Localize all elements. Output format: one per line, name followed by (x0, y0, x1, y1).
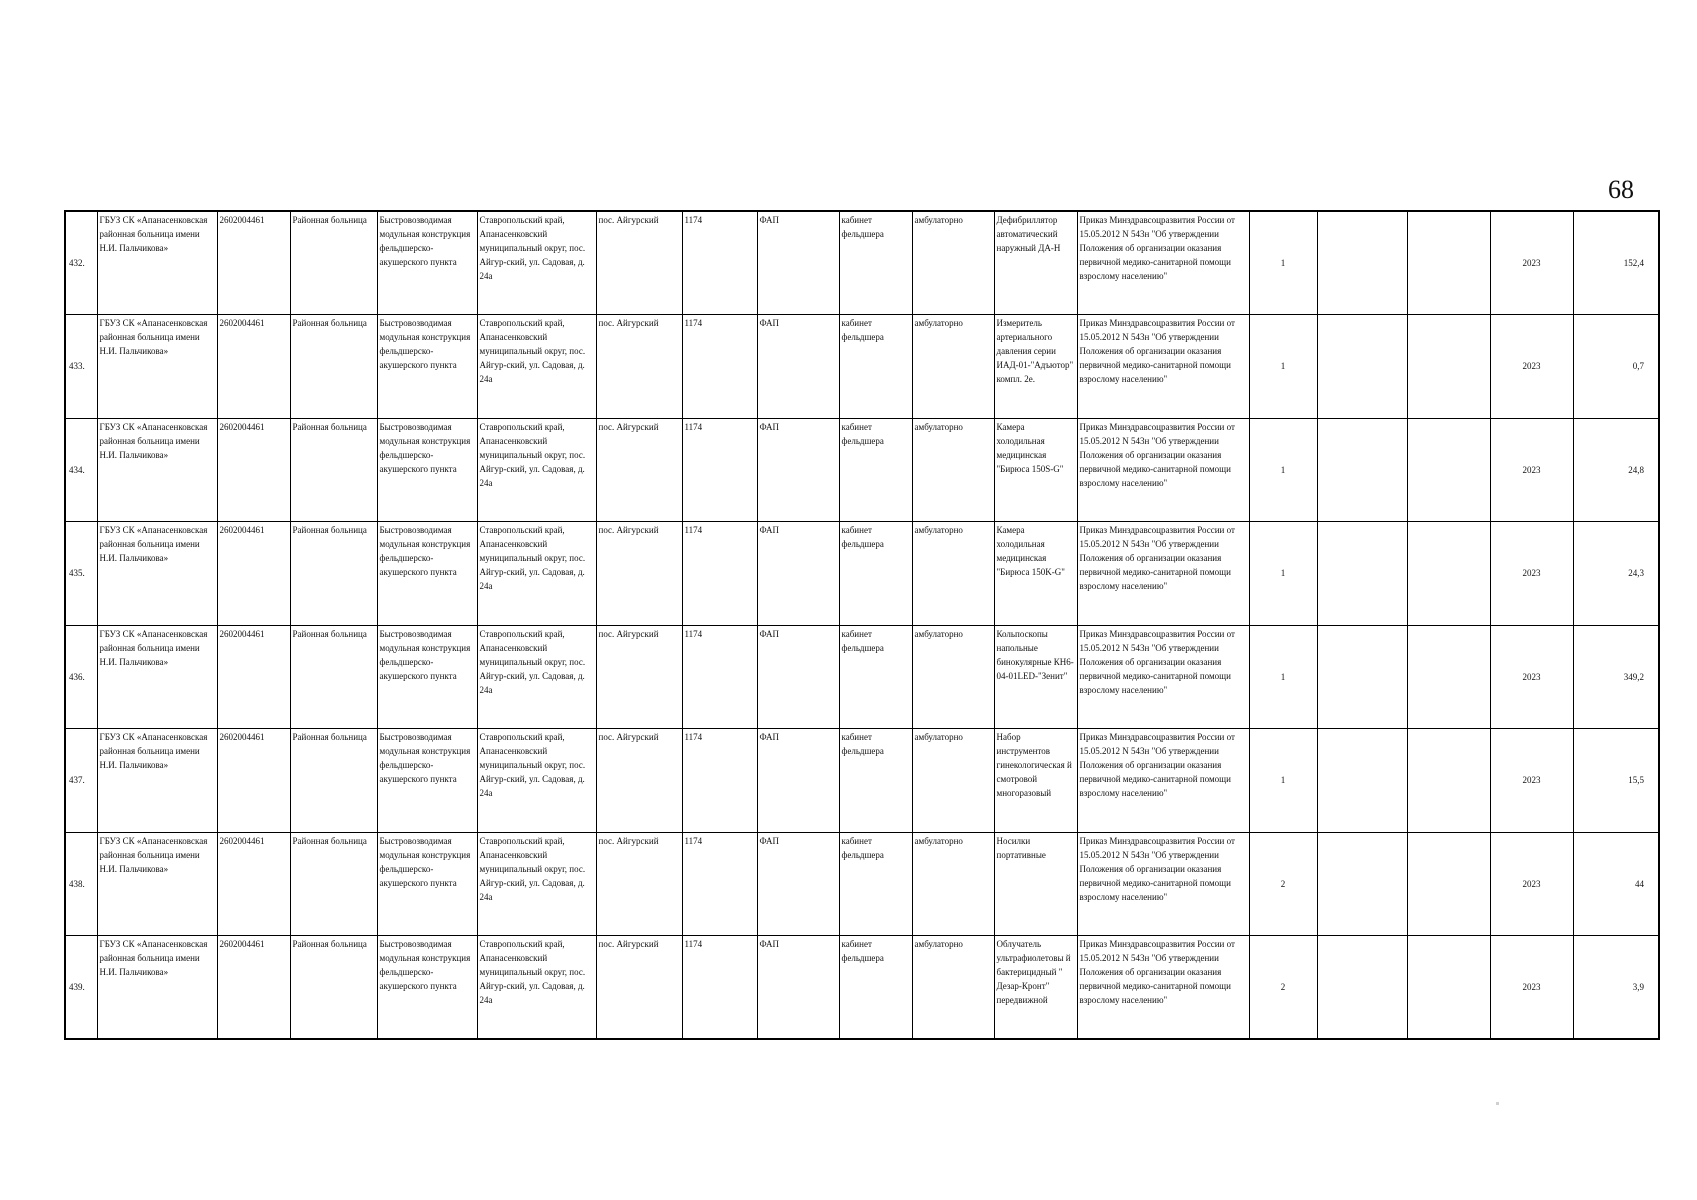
institution-type-cell: Районная больница (290, 211, 377, 315)
room-cell: кабинет фельдшера (839, 522, 912, 626)
equipment-cell: Дефибриллятор автоматический наружный ДА-Н (994, 211, 1077, 315)
population-cell: 1174 (682, 832, 757, 936)
empty-cell (1317, 936, 1407, 1040)
sum-cell: 3,9 (1573, 936, 1659, 1040)
address-cell: Ставропольский край, Апанасенковский муниципальный округ, пос. Айгур-ский, ул. Садовая, д. 24а (477, 625, 596, 729)
empty-cell (1407, 211, 1490, 315)
empty-cell (1317, 522, 1407, 626)
sum-cell: 44 (1573, 832, 1659, 936)
table-row (65, 418, 1659, 522)
inn-cell: 2602004461 (217, 522, 290, 626)
unit-cell: ФАП (757, 729, 839, 833)
quantity-cell: 1 (1249, 315, 1317, 419)
equipment-cell: Набор инструментов гинекологическая й смотровой многоразовый (994, 729, 1077, 833)
order-cell: Приказ Минздравсоцразвития России от 15.05.2012 N 543н "Об утверждении Положения об организации оказания первичной медико-санитарной помощи взрослому населению" (1077, 522, 1249, 626)
organization-cell: ГБУЗ СК «Апанасенковская районная больница имени Н.И. Пальчикова» (97, 211, 217, 315)
equipment-cell: Облучатель ультрафиолетовы й бактерицидный " Дезар-Кронт" передвижной (994, 936, 1077, 1040)
settlement-cell: пос. Айгурский (596, 729, 682, 833)
mode-cell: амбулаторно (912, 211, 994, 315)
settlement-cell: пос. Айгурский (596, 936, 682, 1040)
mode-cell: амбулаторно (912, 625, 994, 729)
settlement-cell: пос. Айгурский (596, 418, 682, 522)
equipment-cell: Камера холодильная медицинская "Бирюса 150K-G" (994, 522, 1077, 626)
settlement-cell: пос. Айгурский (596, 832, 682, 936)
address-cell: Ставропольский край, Апанасенковский муниципальный округ, пос. Айгур-ский, ул. Садовая, д. 24а (477, 729, 596, 833)
table-row (65, 315, 1659, 419)
year-cell: 2023 (1490, 315, 1573, 419)
organization-cell: ГБУЗ СК «Апанасенковская районная больница имени Н.И. Пальчикова» (97, 625, 217, 729)
inn-cell: 2602004461 (217, 936, 290, 1040)
institution-type-cell: Районная больница (290, 832, 377, 936)
room-cell: кабинет фельдшера (839, 418, 912, 522)
table-row (65, 211, 1659, 315)
mode-cell: амбулаторно (912, 729, 994, 833)
room-cell: кабинет фельдшера (839, 625, 912, 729)
year-cell: 2023 (1490, 729, 1573, 833)
object-cell: Быстровозводимая модульная конструкция фельдшерско-акушерского пункта (377, 936, 477, 1040)
object-cell: Быстровозводимая модульная конструкция фельдшерско-акушерского пункта (377, 418, 477, 522)
object-cell: Быстровозводимая модульная конструкция фельдшерско-акушерского пункта (377, 729, 477, 833)
sum-cell: 349,2 (1573, 625, 1659, 729)
mode-cell: амбулаторно (912, 315, 994, 419)
settlement-cell: пос. Айгурский (596, 315, 682, 419)
inn-cell: 2602004461 (217, 832, 290, 936)
empty-cell (1317, 315, 1407, 419)
population-cell: 1174 (682, 315, 757, 419)
unit-cell: ФАП (757, 418, 839, 522)
object-cell: Быстровозводимая модульная конструкция фельдшерско-акушерского пункта (377, 315, 477, 419)
inn-cell: 2602004461 (217, 729, 290, 833)
unit-cell: ФАП (757, 211, 839, 315)
year-cell: 2023 (1490, 418, 1573, 522)
order-cell: Приказ Минздравсоцразвития России от 15.05.2012 N 543н "Об утверждении Положения об организации оказания первичной медико-санитарной помощи взрослому населению" (1077, 315, 1249, 419)
room-cell: кабинет фельдшера (839, 936, 912, 1040)
address-cell: Ставропольский край, Апанасенковский муниципальный округ, пос. Айгур-ский, ул. Садовая, д. 24а (477, 211, 596, 315)
institution-type-cell: Районная больница (290, 522, 377, 626)
row-number: 438. (65, 832, 97, 936)
quantity-cell: 1 (1249, 522, 1317, 626)
row-number: 436. (65, 625, 97, 729)
inn-cell: 2602004461 (217, 211, 290, 315)
empty-cell (1407, 522, 1490, 626)
address-cell: Ставропольский край, Апанасенковский муниципальный округ, пос. Айгур-ский, ул. Садовая, д. 24а (477, 936, 596, 1040)
empty-cell (1407, 315, 1490, 419)
empty-cell (1317, 729, 1407, 833)
population-cell: 1174 (682, 729, 757, 833)
year-cell: 2023 (1490, 936, 1573, 1040)
table-row (65, 625, 1659, 729)
equipment-cell: Камера холодильная медицинская "Бирюса 150S-G" (994, 418, 1077, 522)
equipment-cell: Кольпоскопы напольные бинокулярные КН6-04-01LED-"Зенит" (994, 625, 1077, 729)
equipment-cell: Носилки портативные (994, 832, 1077, 936)
settlement-cell: пос. Айгурский (596, 625, 682, 729)
population-cell: 1174 (682, 936, 757, 1040)
inn-cell: 2602004461 (217, 315, 290, 419)
order-cell: Приказ Минздравсоцразвития России от 15.05.2012 N 543н "Об утверждении Положения об организации оказания первичной медико-санитарной помощи взрослому населению" (1077, 418, 1249, 522)
organization-cell: ГБУЗ СК «Апанасенковская районная больница имени Н.И. Пальчикова» (97, 729, 217, 833)
institution-type-cell: Районная больница (290, 729, 377, 833)
empty-cell (1407, 832, 1490, 936)
year-cell: 2023 (1490, 832, 1573, 936)
population-cell: 1174 (682, 522, 757, 626)
population-cell: 1174 (682, 211, 757, 315)
object-cell: Быстровозводимая модульная конструкция фельдшерско-акушерского пункта (377, 211, 477, 315)
order-cell: Приказ Минздравсоцразвития России от 15.05.2012 N 543н "Об утверждении Положения об организации оказания первичной медико-санитарной помощи взрослому населению" (1077, 936, 1249, 1040)
empty-cell (1317, 832, 1407, 936)
unit-cell: ФАП (757, 315, 839, 419)
year-cell: 2023 (1490, 211, 1573, 315)
year-cell: 2023 (1490, 625, 1573, 729)
scan-speck (1496, 1102, 1499, 1105)
unit-cell: ФАП (757, 936, 839, 1040)
order-cell: Приказ Минздравсоцразвития России от 15.05.2012 N 543н "Об утверждении Положения об организации оказания первичной медико-санитарной помощи взрослому населению" (1077, 832, 1249, 936)
row-number: 435. (65, 522, 97, 626)
room-cell: кабинет фельдшера (839, 729, 912, 833)
address-cell: Ставропольский край, Апанасенковский муниципальный округ, пос. Айгур-ский, ул. Садовая, д. 24а (477, 315, 596, 419)
equipment-cell: Измеритель артериального давления серии ИАД-01-"Адъютор" компл. 2е. (994, 315, 1077, 419)
institution-type-cell: Районная больница (290, 315, 377, 419)
object-cell: Быстровозводимая модульная конструкция фельдшерско-акушерского пункта (377, 832, 477, 936)
quantity-cell: 1 (1249, 625, 1317, 729)
empty-cell (1407, 936, 1490, 1040)
row-number: 433. (65, 315, 97, 419)
order-cell: Приказ Минздравсоцразвития России от 15.05.2012 N 543н "Об утверждении Положения об организации оказания первичной медико-санитарной помощи взрослому населению" (1077, 211, 1249, 315)
institution-type-cell: Районная больница (290, 936, 377, 1040)
organization-cell: ГБУЗ СК «Апанасенковская районная больница имени Н.И. Пальчикова» (97, 418, 217, 522)
year-cell: 2023 (1490, 522, 1573, 626)
organization-cell: ГБУЗ СК «Апанасенковская районная больница имени Н.И. Пальчикова» (97, 315, 217, 419)
room-cell: кабинет фельдшера (839, 832, 912, 936)
address-cell: Ставропольский край, Апанасенковский муниципальный округ, пос. Айгур-ский, ул. Садовая, д. 24а (477, 832, 596, 936)
organization-cell: ГБУЗ СК «Апанасенковская районная больница имени Н.И. Пальчикова» (97, 832, 217, 936)
empty-cell (1317, 625, 1407, 729)
table-row (65, 522, 1659, 626)
organization-cell: ГБУЗ СК «Апанасенковская районная больница имени Н.И. Пальчикова» (97, 936, 217, 1040)
order-cell: Приказ Минздравсоцразвития России от 15.05.2012 N 543н "Об утверждении Положения об организации оказания первичной медико-санитарной помощи взрослому населению" (1077, 729, 1249, 833)
address-cell: Ставропольский край, Апанасенковский муниципальный округ, пос. Айгур-ский, ул. Садовая, д. 24а (477, 418, 596, 522)
sum-cell: 152,4 (1573, 211, 1659, 315)
sum-cell: 0,7 (1573, 315, 1659, 419)
empty-cell (1317, 211, 1407, 315)
table-row (65, 729, 1659, 833)
quantity-cell: 1 (1249, 418, 1317, 522)
institution-type-cell: Районная больница (290, 625, 377, 729)
mode-cell: амбулаторно (912, 522, 994, 626)
row-number: 432. (65, 211, 97, 315)
room-cell: кабинет фельдшера (839, 211, 912, 315)
page-number: 68 (1608, 175, 1634, 204)
institution-type-cell: Районная больница (290, 418, 377, 522)
inn-cell: 2602004461 (217, 418, 290, 522)
equipment-table (64, 210, 1660, 1040)
empty-cell (1407, 729, 1490, 833)
mode-cell: амбулаторно (912, 418, 994, 522)
object-cell: Быстровозводимая модульная конструкция фельдшерско-акушерского пункта (377, 522, 477, 626)
settlement-cell: пос. Айгурский (596, 522, 682, 626)
inn-cell: 2602004461 (217, 625, 290, 729)
population-cell: 1174 (682, 418, 757, 522)
row-number: 439. (65, 936, 97, 1040)
population-cell: 1174 (682, 625, 757, 729)
row-number: 434. (65, 418, 97, 522)
empty-cell (1407, 625, 1490, 729)
mode-cell: амбулаторно (912, 832, 994, 936)
address-cell: Ставропольский край, Апанасенковский муниципальный округ, пос. Айгур-ский, ул. Садовая, д. 24а (477, 522, 596, 626)
order-cell: Приказ Минздравсоцразвития России от 15.05.2012 N 543н "Об утверждении Положения об организации оказания первичной медико-санитарной помощи взрослому населению" (1077, 625, 1249, 729)
settlement-cell: пос. Айгурский (596, 211, 682, 315)
empty-cell (1317, 418, 1407, 522)
quantity-cell: 1 (1249, 211, 1317, 315)
quantity-cell: 2 (1249, 936, 1317, 1040)
mode-cell: амбулаторно (912, 936, 994, 1040)
empty-cell (1407, 418, 1490, 522)
quantity-cell: 2 (1249, 832, 1317, 936)
object-cell: Быстровозводимая модульная конструкция фельдшерско-акушерского пункта (377, 625, 477, 729)
table-row (65, 832, 1659, 936)
room-cell: кабинет фельдшера (839, 315, 912, 419)
table-row (65, 936, 1659, 1040)
unit-cell: ФАП (757, 832, 839, 936)
quantity-cell: 1 (1249, 729, 1317, 833)
unit-cell: ФАП (757, 522, 839, 626)
organization-cell: ГБУЗ СК «Апанасенковская районная больница имени Н.И. Пальчикова» (97, 522, 217, 626)
row-number: 437. (65, 729, 97, 833)
sum-cell: 24,8 (1573, 418, 1659, 522)
unit-cell: ФАП (757, 625, 839, 729)
sum-cell: 24,3 (1573, 522, 1659, 626)
sum-cell: 15,5 (1573, 729, 1659, 833)
